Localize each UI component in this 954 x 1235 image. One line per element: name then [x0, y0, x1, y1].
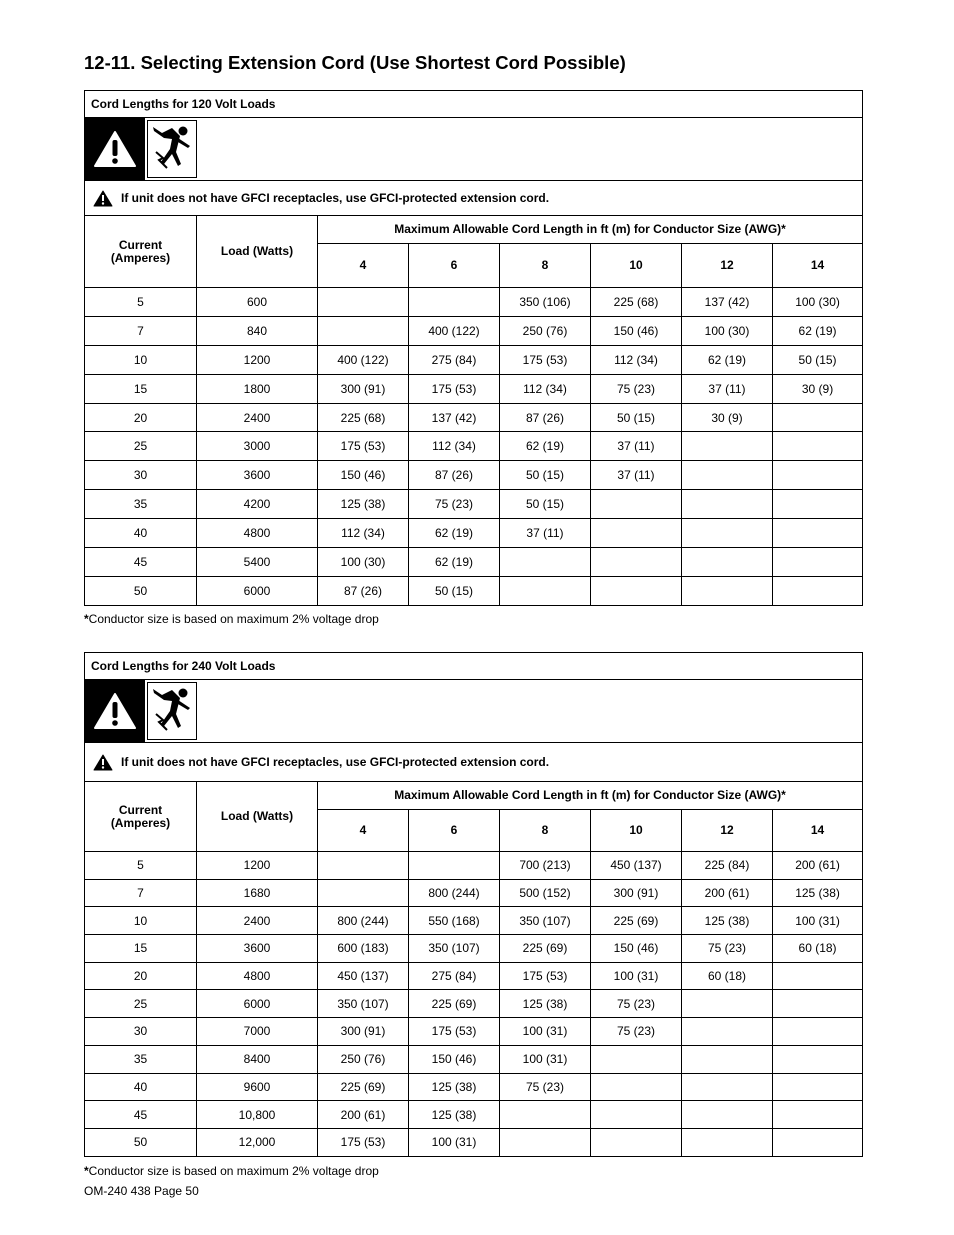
cord-length-cell: 50 (15) [409, 576, 500, 605]
cord-length-cell: 175 (53) [409, 1018, 500, 1046]
cord-length-cell: 112 (34) [591, 345, 682, 374]
cord-length-cell: 60 (18) [773, 935, 863, 963]
cord-length-cell: 37 (11) [591, 432, 682, 461]
load-header: Load (Watts) [197, 216, 318, 288]
footnote-120v: *Conductor size is based on maximum 2% voltage drop [84, 612, 379, 626]
cord-length-cell: 100 (31) [773, 907, 863, 935]
current-cell: 10 [85, 907, 197, 935]
cord-length-cell: 125 (38) [500, 990, 591, 1018]
current-cell: 5 [85, 288, 197, 317]
cord-length-cell [773, 1018, 863, 1046]
cord-length-cell [591, 1045, 682, 1073]
warning-triangle-icon [93, 190, 113, 207]
cord-length-cell [682, 990, 773, 1018]
cord-length-cell: 450 (137) [318, 962, 409, 990]
cord-length-cell [318, 852, 409, 880]
table-row [85, 962, 863, 990]
cord-length-cell [409, 852, 500, 880]
load-cell: 6000 [197, 990, 318, 1018]
cord-length-cell: 100 (31) [591, 962, 682, 990]
cord-length-cell: 150 (46) [591, 316, 682, 345]
cord-length-cell [682, 1018, 773, 1046]
cord-length-cell [773, 432, 863, 461]
cord-length-cell: 75 (23) [409, 490, 500, 519]
load-cell: 7000 [197, 1018, 318, 1046]
cord-length-cell [682, 1045, 773, 1073]
cord-length-cell [773, 1045, 863, 1073]
current-cell: 25 [85, 432, 197, 461]
cord-length-cell: 150 (46) [318, 461, 409, 490]
cord-length-cell [318, 316, 409, 345]
cord-length-cell [682, 490, 773, 519]
cord-length-cell: 225 (69) [500, 935, 591, 963]
hazard-symbol-row [85, 680, 863, 743]
cord-length-cell [500, 1101, 591, 1129]
load-cell: 4800 [197, 519, 318, 548]
cord-length-cell [500, 576, 591, 605]
cord-length-cell: 112 (34) [318, 519, 409, 548]
cord-length-cell: 112 (34) [409, 432, 500, 461]
cord-length-cell: 125 (38) [682, 907, 773, 935]
cord-length-cell: 37 (11) [591, 461, 682, 490]
table-caption: Cord Lengths for 120 Volt Loads [85, 91, 863, 118]
cord-length-cell: 100 (31) [409, 1128, 500, 1156]
cord-length-cell: 75 (23) [682, 935, 773, 963]
load-cell: 4800 [197, 962, 318, 990]
current-header: Current (Amperes) [85, 216, 197, 288]
page-title: 12-11. Selecting Extension Cord (Use Shortest Cord Possible) [84, 52, 626, 73]
cord-length-cell: 800 (244) [318, 907, 409, 935]
current-cell: 35 [85, 490, 197, 519]
warning-triangle-icon [85, 118, 145, 180]
cord-length-cell [682, 432, 773, 461]
cord-length-cell [591, 576, 682, 605]
cord-length-cell: 62 (19) [682, 345, 773, 374]
cord-length-cell: 300 (91) [318, 1018, 409, 1046]
cord-length-cell: 62 (19) [500, 432, 591, 461]
cord-length-cell: 450 (137) [591, 852, 682, 880]
electric-shock-icon [147, 682, 197, 740]
cord-length-cell: 50 (15) [773, 345, 863, 374]
cord-length-cell [773, 576, 863, 605]
awg-size-header: 14 [773, 244, 863, 288]
table-row [85, 288, 863, 317]
cord-length-cell: 175 (53) [318, 1128, 409, 1156]
cord-length-cell [591, 519, 682, 548]
current-cell: 30 [85, 1018, 197, 1046]
current-cell: 25 [85, 990, 197, 1018]
cord-length-cell: 62 (19) [773, 316, 863, 345]
cord-length-cell: 75 (23) [591, 1018, 682, 1046]
cord-length-group-header: Maximum Allowable Cord Length in ft (m) for Conductor Size (AWG)* [318, 782, 863, 810]
cord-length-cell: 400 (122) [409, 316, 500, 345]
cord-length-cell [682, 1128, 773, 1156]
current-cell: 15 [85, 935, 197, 963]
cord-length-cell [682, 1101, 773, 1129]
warning-triangle-icon [93, 754, 113, 771]
table-section-240v [84, 652, 862, 1157]
cord-length-cell: 400 (122) [318, 345, 409, 374]
awg-size-header: 14 [773, 810, 863, 852]
load-cell: 3600 [197, 461, 318, 490]
cord-length-cell: 300 (91) [591, 879, 682, 907]
cord-length-cell [773, 548, 863, 577]
table-row [85, 490, 863, 519]
table-row [85, 1018, 863, 1046]
current-header: Current (Amperes) [85, 782, 197, 852]
cord-length-cell [682, 576, 773, 605]
cord-length-cell [500, 548, 591, 577]
load-cell: 5400 [197, 548, 318, 577]
cord-length-cell: 175 (53) [500, 345, 591, 374]
cord-length-cell [682, 519, 773, 548]
cord-length-cell [773, 1101, 863, 1129]
cord-length-cell: 37 (11) [500, 519, 591, 548]
cord-length-cell: 87 (26) [409, 461, 500, 490]
current-cell: 45 [85, 548, 197, 577]
cord-length-cell [773, 490, 863, 519]
load-cell: 3600 [197, 935, 318, 963]
load-cell: 12,000 [197, 1128, 318, 1156]
cord-length-cell: 275 (84) [409, 962, 500, 990]
load-cell: 2400 [197, 907, 318, 935]
load-cell: 1800 [197, 374, 318, 403]
current-cell: 50 [85, 1128, 197, 1156]
cord-length-cell [773, 1128, 863, 1156]
cord-length-cell: 600 (183) [318, 935, 409, 963]
gfci-warning-row [85, 743, 863, 782]
cord-length-cell: 200 (61) [318, 1101, 409, 1129]
warning-triangle-icon [85, 680, 145, 742]
cord-length-cell: 500 (152) [500, 879, 591, 907]
table-row [85, 374, 863, 403]
cord-length-cell [591, 1073, 682, 1101]
awg-size-header: 10 [591, 244, 682, 288]
load-header: Load (Watts) [197, 782, 318, 852]
cord-length-cell [773, 1073, 863, 1101]
cord-length-cell: 100 (30) [773, 288, 863, 317]
cord-length-cell: 60 (18) [682, 962, 773, 990]
cord-length-cell: 100 (30) [318, 548, 409, 577]
table-row [85, 852, 863, 880]
gfci-warning-text: If unit does not have GFCI receptacles, use GFCI-protected extension cord. [121, 191, 550, 205]
load-cell: 6000 [197, 576, 318, 605]
current-cell: 50 [85, 576, 197, 605]
cord-length-cell: 200 (61) [682, 879, 773, 907]
table-row [85, 1128, 863, 1156]
cord-length-cell: 225 (68) [318, 403, 409, 432]
cord-length-cell: 137 (42) [682, 288, 773, 317]
cord-length-cell [591, 490, 682, 519]
cord-length-cell: 125 (38) [409, 1101, 500, 1129]
current-cell: 30 [85, 461, 197, 490]
table-row [85, 1101, 863, 1129]
cord-length-cell [773, 962, 863, 990]
cord-length-cell [682, 1073, 773, 1101]
cord-length-cell [591, 1128, 682, 1156]
cord-table-240v [84, 652, 863, 1157]
load-cell: 2400 [197, 403, 318, 432]
cord-length-cell: 200 (61) [773, 852, 863, 880]
cord-length-cell: 75 (23) [591, 374, 682, 403]
awg-size-header: 10 [591, 810, 682, 852]
cord-length-cell: 275 (84) [409, 345, 500, 374]
cord-length-cell: 50 (15) [500, 490, 591, 519]
current-cell: 7 [85, 879, 197, 907]
cord-length-cell [773, 461, 863, 490]
table-row [85, 1073, 863, 1101]
cord-length-cell: 30 (9) [682, 403, 773, 432]
table-row [85, 519, 863, 548]
current-cell: 20 [85, 962, 197, 990]
cord-length-cell [682, 461, 773, 490]
current-cell: 15 [85, 374, 197, 403]
load-cell: 1200 [197, 345, 318, 374]
cord-length-cell: 50 (15) [500, 461, 591, 490]
load-cell: 9600 [197, 1073, 318, 1101]
current-cell: 35 [85, 1045, 197, 1073]
cord-length-cell [682, 548, 773, 577]
gfci-warning-text: If unit does not have GFCI receptacles, use GFCI-protected extension cord. [121, 755, 550, 769]
awg-size-header: 4 [318, 810, 409, 852]
electric-shock-icon [147, 120, 197, 178]
cord-length-cell [773, 403, 863, 432]
cord-length-cell: 150 (46) [591, 935, 682, 963]
cord-length-cell: 125 (38) [773, 879, 863, 907]
current-cell: 7 [85, 316, 197, 345]
cord-length-cell: 62 (19) [409, 519, 500, 548]
cord-length-cell: 350 (107) [409, 935, 500, 963]
load-cell: 10,800 [197, 1101, 318, 1129]
table-section-120v [84, 90, 862, 606]
awg-size-header: 12 [682, 244, 773, 288]
cord-length-cell: 250 (76) [500, 316, 591, 345]
cord-length-cell: 175 (53) [500, 962, 591, 990]
footnote-240v: *Conductor size is based on maximum 2% voltage drop [84, 1164, 379, 1178]
cord-length-cell: 87 (26) [500, 403, 591, 432]
current-cell: 40 [85, 519, 197, 548]
cord-length-cell: 300 (91) [318, 374, 409, 403]
cord-length-group-header: Maximum Allowable Cord Length in ft (m) for Conductor Size (AWG)* [318, 216, 863, 244]
awg-size-header: 6 [409, 810, 500, 852]
load-cell: 840 [197, 316, 318, 345]
cord-table-120v [84, 90, 863, 606]
table-row [85, 432, 863, 461]
cord-length-cell: 112 (34) [500, 374, 591, 403]
gfci-warning-row [85, 181, 863, 216]
cord-length-cell: 250 (76) [318, 1045, 409, 1073]
load-cell: 1200 [197, 852, 318, 880]
cord-length-cell: 225 (69) [409, 990, 500, 1018]
table-row [85, 316, 863, 345]
awg-size-header: 12 [682, 810, 773, 852]
cord-length-cell [500, 1128, 591, 1156]
table-row [85, 548, 863, 577]
cord-length-cell: 350 (106) [500, 288, 591, 317]
cord-length-cell: 87 (26) [318, 576, 409, 605]
table-row [85, 935, 863, 963]
table-row [85, 403, 863, 432]
awg-size-header: 4 [318, 244, 409, 288]
table-caption: Cord Lengths for 240 Volt Loads [85, 653, 863, 680]
current-cell: 40 [85, 1073, 197, 1101]
cord-length-cell: 700 (213) [500, 852, 591, 880]
cord-length-cell: 550 (168) [409, 907, 500, 935]
table-row [85, 576, 863, 605]
current-cell: 45 [85, 1101, 197, 1129]
cord-length-cell [318, 879, 409, 907]
page-footer: OM-240 438 Page 50 [84, 1184, 199, 1198]
cord-length-cell: 100 (30) [682, 316, 773, 345]
cord-length-cell: 125 (38) [409, 1073, 500, 1101]
cord-length-cell: 175 (53) [318, 432, 409, 461]
cord-length-cell: 225 (69) [318, 1073, 409, 1101]
cord-length-cell: 225 (69) [591, 907, 682, 935]
cord-length-cell: 150 (46) [409, 1045, 500, 1073]
load-cell: 600 [197, 288, 318, 317]
cord-length-cell: 37 (11) [682, 374, 773, 403]
cord-length-cell [591, 1101, 682, 1129]
cord-length-cell: 62 (19) [409, 548, 500, 577]
table-row [85, 345, 863, 374]
current-cell: 5 [85, 852, 197, 880]
cord-length-cell: 75 (23) [500, 1073, 591, 1101]
load-cell: 8400 [197, 1045, 318, 1073]
cord-length-cell: 225 (68) [591, 288, 682, 317]
current-cell: 20 [85, 403, 197, 432]
cord-length-cell: 75 (23) [591, 990, 682, 1018]
cord-length-cell: 175 (53) [409, 374, 500, 403]
cord-length-cell: 125 (38) [318, 490, 409, 519]
cord-length-cell: 225 (84) [682, 852, 773, 880]
table-row [85, 461, 863, 490]
hazard-symbol-row [85, 118, 863, 181]
table-row [85, 990, 863, 1018]
table-row [85, 907, 863, 935]
cord-length-cell [773, 519, 863, 548]
awg-size-header: 6 [409, 244, 500, 288]
load-cell: 4200 [197, 490, 318, 519]
cord-length-cell: 50 (15) [591, 403, 682, 432]
awg-size-header: 8 [500, 244, 591, 288]
cord-length-cell: 350 (107) [500, 907, 591, 935]
cord-length-cell: 137 (42) [409, 403, 500, 432]
cord-length-cell [409, 288, 500, 317]
cord-length-cell: 100 (31) [500, 1018, 591, 1046]
cord-length-cell [591, 548, 682, 577]
cord-length-cell: 350 (107) [318, 990, 409, 1018]
cord-length-cell: 800 (244) [409, 879, 500, 907]
load-cell: 3000 [197, 432, 318, 461]
table-row [85, 1045, 863, 1073]
load-cell: 1680 [197, 879, 318, 907]
cord-length-cell [773, 990, 863, 1018]
awg-size-header: 8 [500, 810, 591, 852]
table-row [85, 879, 863, 907]
cord-length-cell: 30 (9) [773, 374, 863, 403]
cord-length-cell [318, 288, 409, 317]
cord-length-cell: 100 (31) [500, 1045, 591, 1073]
current-cell: 10 [85, 345, 197, 374]
